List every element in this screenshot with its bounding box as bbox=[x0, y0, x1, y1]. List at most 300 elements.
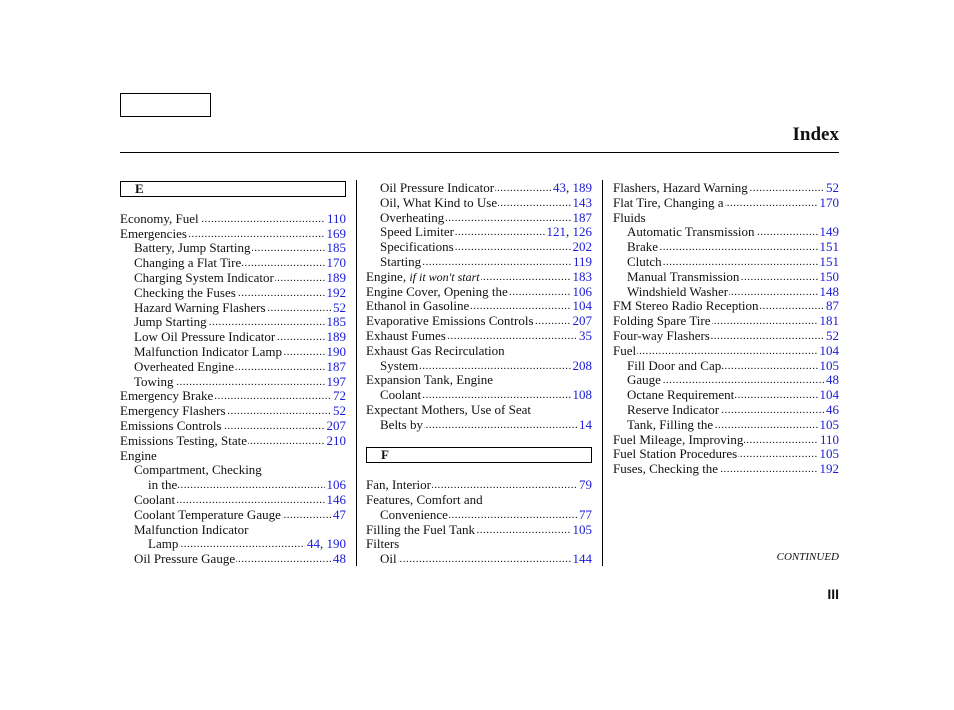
index-term bbox=[627, 225, 756, 240]
page-link[interactable]: 87 bbox=[826, 298, 839, 314]
index-term bbox=[134, 360, 235, 375]
index-entry bbox=[120, 449, 346, 464]
index-term bbox=[366, 537, 400, 552]
page-link[interactable]: 43 bbox=[553, 180, 566, 195]
page-link[interactable]: 190 bbox=[326, 343, 346, 359]
index-term-text: Brake bbox=[627, 239, 659, 255]
page-refs bbox=[325, 375, 347, 390]
page-refs bbox=[577, 329, 592, 344]
index-term-text: Exhaust Fumes bbox=[366, 327, 446, 343]
index-entry bbox=[366, 299, 592, 314]
index-term bbox=[380, 552, 398, 567]
index-term-text: Economy, Fuel bbox=[120, 210, 199, 226]
index-term bbox=[627, 255, 663, 270]
index-entry bbox=[366, 285, 592, 300]
index-term-text: Expansion Tank, Engine bbox=[366, 372, 494, 388]
page-link[interactable]: 192 bbox=[326, 284, 346, 300]
section-letter: F bbox=[381, 447, 389, 463]
index-entry bbox=[120, 404, 346, 419]
page-link[interactable]: 105 bbox=[819, 446, 839, 462]
page-link[interactable]: 143 bbox=[572, 194, 592, 210]
page-refs bbox=[331, 404, 346, 419]
index-entry bbox=[366, 314, 592, 329]
page-link[interactable]: 208 bbox=[572, 357, 592, 373]
page-link[interactable]: 52 bbox=[826, 180, 839, 195]
index-entry bbox=[120, 212, 346, 227]
index-entry bbox=[366, 478, 592, 493]
page-link[interactable]: 104 bbox=[572, 298, 592, 314]
index-term-text: Low Oil Pressure Indicator bbox=[134, 329, 276, 345]
page-refs bbox=[818, 447, 840, 462]
dot-leader bbox=[380, 552, 592, 567]
page-link[interactable]: 47 bbox=[333, 506, 346, 522]
index-entry bbox=[366, 388, 592, 403]
page-refs bbox=[818, 196, 840, 211]
page-refs bbox=[331, 301, 346, 316]
section-letter: E bbox=[135, 181, 144, 196]
index-term-text: Coolant bbox=[134, 491, 176, 507]
index-term-text: Fuel Mileage, Improving bbox=[613, 431, 744, 447]
page-refs bbox=[571, 196, 593, 211]
index-entry bbox=[613, 314, 839, 329]
index-term-text: Four-way Flashers bbox=[613, 327, 710, 343]
index-term bbox=[134, 523, 249, 538]
index-term-italic: if it won't start bbox=[409, 269, 480, 284]
page-link[interactable]: 72 bbox=[333, 388, 346, 404]
index-entry bbox=[120, 345, 346, 360]
index-term-text: Folding Spare Tire bbox=[613, 313, 711, 329]
index-term-text: Lamp bbox=[148, 536, 179, 552]
index-term-text: Manual Transmission bbox=[627, 268, 740, 284]
page-refs bbox=[818, 240, 840, 255]
section-tab-box bbox=[120, 93, 211, 117]
index-entry bbox=[366, 196, 592, 211]
page-refs bbox=[325, 241, 347, 256]
page-link[interactable]: 169 bbox=[326, 225, 346, 241]
page-link[interactable]: 150 bbox=[819, 268, 839, 284]
index-entry bbox=[613, 240, 839, 255]
page-link[interactable]: 185 bbox=[326, 240, 346, 256]
index-term-text: Fuses, Checking the bbox=[613, 461, 719, 477]
index-term-text: Filters bbox=[366, 536, 400, 552]
page-refs bbox=[545, 225, 593, 240]
index-term-text: Oil bbox=[380, 551, 397, 567]
page-link[interactable]: 110 bbox=[326, 210, 346, 226]
index-term-text: Emissions Testing, State bbox=[120, 432, 248, 448]
index-entry bbox=[120, 360, 346, 375]
index-term-text: Emergency Flashers bbox=[120, 403, 226, 419]
index-term bbox=[613, 181, 749, 196]
index-term bbox=[134, 375, 175, 390]
index-entry bbox=[613, 225, 839, 240]
index-term bbox=[627, 285, 729, 300]
index-entry bbox=[120, 389, 346, 404]
index-term bbox=[613, 447, 738, 462]
index-entry bbox=[120, 241, 346, 256]
index-entry bbox=[120, 315, 346, 330]
column-divider-1 bbox=[356, 180, 357, 566]
index-term bbox=[380, 255, 422, 270]
page-number: III bbox=[827, 586, 839, 602]
index-term-text: Gauge bbox=[627, 372, 661, 388]
index-entry bbox=[613, 433, 839, 448]
page-refs bbox=[818, 270, 840, 285]
index-entry bbox=[366, 211, 592, 226]
page-link[interactable]: 207 bbox=[326, 417, 346, 433]
index-column-1 bbox=[120, 181, 346, 567]
index-term-text: in the bbox=[148, 477, 178, 493]
page-refs bbox=[571, 255, 592, 270]
index-term bbox=[134, 301, 267, 316]
page-link[interactable]: 181 bbox=[819, 313, 839, 329]
page-link[interactable]: 106 bbox=[326, 477, 346, 493]
index-term bbox=[366, 403, 532, 418]
page-refs bbox=[824, 181, 839, 196]
page-refs bbox=[325, 360, 347, 375]
index-entry bbox=[120, 493, 346, 508]
index-term-text: Specifications bbox=[380, 239, 454, 255]
page-link[interactable]: 170 bbox=[819, 194, 839, 210]
index-entry bbox=[366, 270, 592, 285]
index-term-text: Engine bbox=[120, 447, 157, 463]
page-link[interactable]: 14 bbox=[579, 416, 592, 432]
page-link[interactable]: 210 bbox=[326, 432, 346, 448]
index-entry bbox=[120, 227, 346, 242]
index-entry bbox=[366, 418, 592, 433]
page-refs bbox=[571, 285, 593, 300]
index-entry bbox=[366, 403, 592, 418]
index-term bbox=[366, 285, 509, 300]
page-link[interactable]: 79 bbox=[579, 477, 592, 493]
index-term bbox=[380, 418, 424, 433]
page-refs bbox=[824, 373, 839, 388]
page-refs bbox=[571, 299, 593, 314]
index-term-text: Overheating bbox=[380, 209, 445, 225]
index-term-text: Oil Pressure Gauge bbox=[134, 551, 236, 567]
page-refs bbox=[577, 478, 592, 493]
index-term bbox=[120, 389, 214, 404]
index-term bbox=[134, 493, 176, 508]
page-link[interactable]: 52 bbox=[333, 299, 346, 315]
page-link[interactable]: 149 bbox=[819, 224, 839, 240]
index-term-text: Ethanol in Gasoline bbox=[366, 298, 470, 314]
page-refs bbox=[818, 285, 840, 300]
page-link[interactable]: 105 bbox=[819, 357, 839, 373]
index-spacer bbox=[366, 433, 592, 448]
page-refs bbox=[325, 493, 347, 508]
index-entry bbox=[120, 463, 346, 478]
index-entry bbox=[120, 256, 346, 271]
page-refs bbox=[325, 227, 347, 242]
index-term-text: Malfunction Indicator bbox=[134, 521, 249, 537]
index-term-text: Malfunction Indicator Lamp bbox=[134, 343, 283, 359]
index-term bbox=[380, 508, 449, 523]
index-term bbox=[613, 211, 647, 226]
index-term-text: Engine Cover, Opening the bbox=[366, 283, 508, 299]
page-link[interactable]: 119 bbox=[572, 253, 592, 269]
index-term-text: Jump Starting bbox=[134, 314, 207, 330]
index-term bbox=[366, 270, 481, 285]
page-refs bbox=[571, 388, 593, 403]
page-refs bbox=[325, 256, 347, 271]
index-term bbox=[366, 329, 447, 344]
index-entry bbox=[366, 493, 592, 508]
page-link[interactable]: 190 bbox=[326, 536, 346, 552]
index-term bbox=[134, 271, 275, 286]
page-refs bbox=[818, 462, 840, 477]
page-link[interactable]: 189 bbox=[326, 269, 346, 285]
index-term-text: Checking the Fuses bbox=[134, 284, 236, 300]
index-term-text: Coolant bbox=[380, 387, 422, 403]
index-term-text: Convenience bbox=[380, 506, 448, 522]
page-link[interactable]: 35 bbox=[579, 327, 592, 343]
page-link[interactable]: 185 bbox=[326, 314, 346, 330]
index-term bbox=[134, 345, 283, 360]
index-entry bbox=[366, 359, 592, 374]
index-entry bbox=[366, 523, 592, 538]
index-entry bbox=[366, 240, 592, 255]
index-term-text: Engine, bbox=[366, 268, 407, 284]
page-ref-separator: , bbox=[320, 536, 327, 552]
section-letter-header bbox=[366, 447, 592, 463]
page-refs bbox=[571, 552, 593, 567]
page-link[interactable]: 121 bbox=[546, 224, 566, 240]
index-entry bbox=[613, 211, 839, 226]
page-link[interactable]: 52 bbox=[826, 327, 839, 343]
page-refs bbox=[818, 314, 840, 329]
page-link[interactable]: 144 bbox=[572, 551, 592, 567]
page-refs bbox=[818, 388, 840, 403]
section-letter-header bbox=[120, 181, 346, 197]
index-term bbox=[627, 388, 735, 403]
page-link[interactable]: 192 bbox=[819, 461, 839, 477]
page-refs bbox=[571, 240, 593, 255]
page-title: Index bbox=[792, 124, 839, 145]
page-refs bbox=[818, 344, 840, 359]
index-term bbox=[134, 315, 208, 330]
index-entry bbox=[366, 373, 592, 388]
page-link[interactable]: 104 bbox=[819, 342, 839, 358]
index-entry bbox=[120, 286, 346, 301]
index-term bbox=[380, 181, 495, 196]
page-link[interactable]: 46 bbox=[826, 401, 839, 417]
index-entry bbox=[613, 344, 839, 359]
index-term-text: Hazard Warning Flashers bbox=[134, 299, 266, 315]
index-term-text: Oil Pressure Indicator bbox=[380, 180, 495, 195]
index-entry bbox=[613, 285, 839, 300]
index-term-text: Expectant Mothers, Use of Seat bbox=[366, 401, 531, 417]
page-refs bbox=[325, 330, 347, 345]
index-term-text: Emergencies bbox=[120, 225, 187, 241]
index-entry bbox=[120, 330, 346, 345]
index-term-text: Clutch bbox=[627, 253, 662, 269]
page-refs bbox=[818, 359, 840, 374]
page-link[interactable]: 110 bbox=[819, 431, 839, 447]
index-entry bbox=[613, 447, 839, 462]
index-term-text: Emergency Brake bbox=[120, 388, 214, 404]
page-link[interactable]: 105 bbox=[572, 521, 592, 537]
index-term bbox=[627, 270, 740, 285]
index-term bbox=[120, 227, 188, 242]
index-entry bbox=[120, 508, 346, 523]
page-link[interactable]: 104 bbox=[819, 387, 839, 403]
index-term bbox=[134, 552, 236, 567]
page-link[interactable]: 52 bbox=[333, 403, 346, 419]
index-term bbox=[366, 314, 535, 329]
page-refs bbox=[551, 181, 592, 196]
index-term bbox=[120, 434, 248, 449]
index-term-text: Changing a Flat Tire bbox=[134, 255, 242, 271]
page-refs bbox=[331, 552, 346, 567]
page-refs bbox=[818, 433, 839, 448]
page-link[interactable]: 189 bbox=[572, 180, 592, 195]
column-divider-2 bbox=[602, 180, 603, 566]
continued-label: CONTINUED bbox=[776, 551, 839, 563]
page-link[interactable]: 170 bbox=[326, 255, 346, 271]
index-term bbox=[613, 196, 725, 211]
page-link[interactable]: 108 bbox=[572, 387, 592, 403]
index-term bbox=[627, 373, 662, 388]
index-term-text: Speed Limiter bbox=[380, 224, 455, 240]
page-link[interactable]: 151 bbox=[819, 239, 839, 255]
index-entry bbox=[613, 418, 839, 433]
index-term-text: Evaporative Emissions Controls bbox=[366, 313, 534, 329]
page-link[interactable]: 151 bbox=[819, 253, 839, 269]
page-refs bbox=[325, 419, 347, 434]
page-link[interactable]: 148 bbox=[819, 283, 839, 299]
page-refs bbox=[571, 359, 593, 374]
index-term bbox=[148, 537, 179, 552]
index-spacer bbox=[366, 463, 592, 478]
index-entry bbox=[366, 329, 592, 344]
index-entry bbox=[120, 301, 346, 316]
index-term bbox=[366, 299, 470, 314]
page-refs bbox=[571, 523, 593, 538]
index-term bbox=[613, 314, 712, 329]
page-refs bbox=[818, 225, 840, 240]
page-refs bbox=[571, 211, 593, 226]
page-refs bbox=[305, 537, 346, 552]
page-ref-separator: , bbox=[566, 224, 573, 240]
page-refs bbox=[824, 299, 839, 314]
index-term bbox=[627, 359, 722, 374]
page-link[interactable]: 44 bbox=[307, 536, 320, 552]
index-term-text: Fill Door and Cap bbox=[627, 357, 722, 373]
index-term bbox=[627, 403, 720, 418]
page-refs bbox=[818, 255, 840, 270]
index-entry bbox=[613, 462, 839, 477]
index-term-text: Reserve Indicator bbox=[627, 401, 720, 417]
page-link[interactable]: 183 bbox=[572, 268, 592, 284]
page-refs bbox=[824, 403, 839, 418]
page-refs bbox=[325, 271, 347, 286]
index-term-text: Flashers, Hazard Warning bbox=[613, 180, 748, 195]
index-entry bbox=[613, 373, 839, 388]
page-refs bbox=[325, 345, 347, 360]
index-term bbox=[120, 419, 223, 434]
index-term bbox=[366, 493, 484, 508]
page-refs bbox=[325, 212, 346, 227]
index-term-text: Towing bbox=[134, 373, 174, 389]
page-link[interactable]: 106 bbox=[572, 283, 592, 299]
header-rule bbox=[120, 152, 839, 153]
index-term bbox=[613, 344, 637, 359]
index-term-text: FM Stereo Radio Reception bbox=[613, 298, 759, 314]
index-entry bbox=[366, 508, 592, 523]
index-term-text: Oil, What Kind to Use bbox=[380, 194, 498, 210]
page-refs bbox=[325, 315, 347, 330]
index-term bbox=[380, 240, 455, 255]
page-link[interactable]: 77 bbox=[579, 506, 592, 522]
page-refs bbox=[571, 314, 593, 329]
index-term bbox=[613, 462, 719, 477]
page-refs bbox=[577, 508, 592, 523]
index-term-text: Charging System Indicator bbox=[134, 269, 274, 285]
page-link[interactable]: 187 bbox=[572, 209, 592, 225]
index-term bbox=[380, 196, 498, 211]
index-term bbox=[134, 330, 276, 345]
index-term bbox=[366, 344, 506, 359]
index-term bbox=[380, 225, 455, 240]
index-term-text: Overheated Engine bbox=[134, 358, 234, 374]
index-term-text: Fluids bbox=[613, 209, 646, 225]
index-entry bbox=[120, 523, 346, 538]
page-link[interactable]: 146 bbox=[326, 491, 346, 507]
index-term bbox=[380, 211, 445, 226]
index-term bbox=[134, 241, 252, 256]
index-term bbox=[613, 299, 760, 314]
page-link[interactable]: 48 bbox=[333, 551, 346, 567]
index-term-text: Battery, Jump Starting bbox=[134, 240, 251, 256]
page-refs bbox=[577, 418, 592, 433]
page-refs bbox=[818, 418, 840, 433]
index-term-text: Windshield Washer bbox=[627, 283, 729, 299]
index-term-text: Exhaust Gas Recirculation bbox=[366, 342, 505, 358]
index-entry bbox=[613, 329, 839, 344]
page-link[interactable]: 189 bbox=[326, 329, 346, 345]
index-entry bbox=[120, 271, 346, 286]
index-term bbox=[380, 359, 419, 374]
index-term bbox=[148, 478, 178, 493]
page-link[interactable]: 197 bbox=[326, 373, 346, 389]
page-link[interactable]: 105 bbox=[819, 416, 839, 432]
index-entry bbox=[366, 537, 592, 552]
index-entry bbox=[613, 359, 839, 374]
index-term bbox=[627, 240, 659, 255]
index-entry bbox=[366, 552, 592, 567]
page-link[interactable]: 187 bbox=[326, 358, 346, 374]
page-refs bbox=[325, 478, 347, 493]
index-entry bbox=[613, 388, 839, 403]
index-entry bbox=[120, 434, 346, 449]
index-entry bbox=[613, 270, 839, 285]
page-link[interactable]: 126 bbox=[572, 224, 592, 240]
page-link[interactable]: 202 bbox=[572, 239, 592, 255]
index-column-3 bbox=[613, 181, 839, 477]
index-term-text: Fan, Interior bbox=[366, 477, 431, 493]
index-term bbox=[366, 523, 476, 538]
page-link[interactable]: 207 bbox=[572, 313, 592, 329]
index-entry bbox=[613, 403, 839, 418]
page-link[interactable]: 48 bbox=[826, 372, 839, 388]
index-entry bbox=[366, 255, 592, 270]
index-term-text: Automatic Transmission bbox=[627, 224, 755, 240]
index-term bbox=[134, 463, 263, 478]
index-term-text: Coolant Temperature Gauge bbox=[134, 506, 281, 522]
index-term bbox=[120, 449, 158, 464]
index-term-text: Compartment, Checking bbox=[134, 462, 262, 478]
index-term bbox=[366, 478, 432, 493]
